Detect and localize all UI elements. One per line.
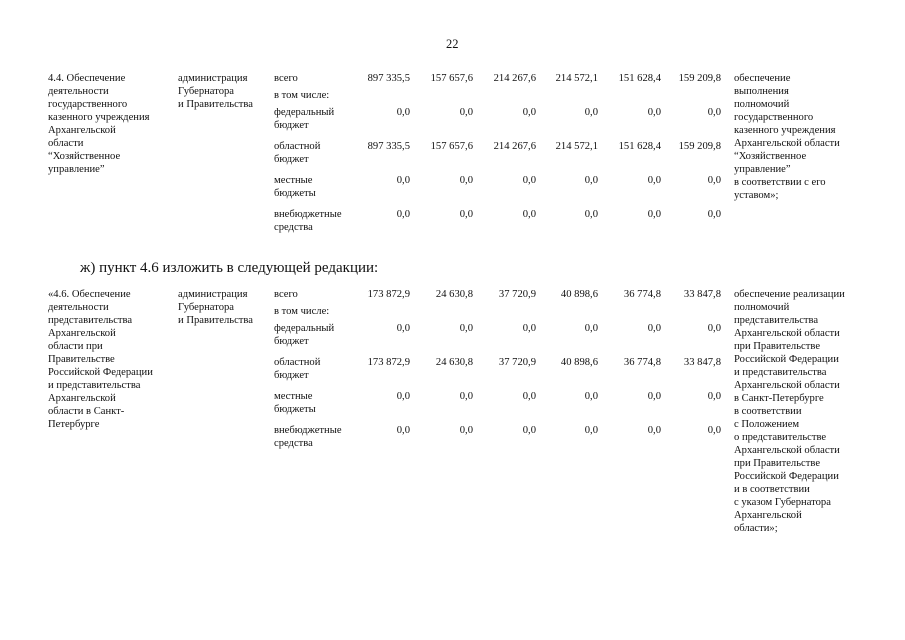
executor-line: Губернатора xyxy=(178,86,235,97)
expected-result-line: Российской Федерации xyxy=(734,354,839,365)
expected-result-line: управление” xyxy=(734,164,791,175)
funding-source-label: бюджеты xyxy=(274,188,316,199)
funding-value: 214 267,6 xyxy=(493,141,536,152)
funding-source-label: бюджеты xyxy=(274,404,316,415)
funding-value: 0,0 xyxy=(584,391,598,402)
funding-source-label: федеральный xyxy=(274,107,335,118)
funding-value: 0,0 xyxy=(647,209,661,220)
expected-result-line: полномочий xyxy=(734,99,790,110)
measure-title-line: области в Санкт- xyxy=(48,406,125,417)
funding-value: 0,0 xyxy=(647,107,661,118)
funding-value: 159 209,8 xyxy=(678,73,721,84)
measure-title-line: Российской Федерации xyxy=(48,367,153,378)
expected-result-line: при Правительстве xyxy=(734,341,821,352)
funding-value: 40 898,6 xyxy=(560,289,598,300)
funding-value: 0,0 xyxy=(647,391,661,402)
executor-line: администрация xyxy=(178,73,248,84)
funding-source-label: средства xyxy=(274,222,313,233)
expected-result-line: полномочий xyxy=(734,302,790,313)
expected-result-line: при Правительстве xyxy=(734,458,821,469)
funding-source-label: бюджет xyxy=(274,370,309,381)
funding-value: 0,0 xyxy=(584,425,598,436)
funding-source-label: в том числе: xyxy=(274,90,330,101)
expected-result-line: “Хозяйственное xyxy=(734,151,807,162)
funding-source-label: областной xyxy=(274,141,321,152)
expected-result-line: в соответствии с его xyxy=(734,177,826,188)
expected-result-line: Российской Федерации xyxy=(734,471,839,482)
funding-value: 0,0 xyxy=(584,323,598,334)
funding-value: 0,0 xyxy=(707,209,721,220)
expected-result-line: и в соответствии xyxy=(734,484,810,495)
expected-result-line: Архангельской области xyxy=(734,328,840,339)
expected-result-line: в Санкт-Петербурге xyxy=(734,393,824,404)
funding-value: 157 657,6 xyxy=(430,141,473,152)
funding-value: 214 572,1 xyxy=(555,73,598,84)
funding-value: 0,0 xyxy=(459,175,473,186)
expected-result-line: обеспечение xyxy=(734,73,791,84)
funding-source-label: всего xyxy=(274,289,298,300)
expected-result-line: Архангельской области xyxy=(734,138,840,149)
funding-value: 0,0 xyxy=(459,323,473,334)
measure-title-line: и представительства xyxy=(48,380,141,391)
funding-value: 173 872,9 xyxy=(367,289,410,300)
funding-value: 0,0 xyxy=(522,107,536,118)
expected-result-line: Архангельской области xyxy=(734,380,840,391)
funding-value: 159 209,8 xyxy=(678,141,721,152)
funding-value: 0,0 xyxy=(396,107,410,118)
measure-title-line: “Хозяйственное xyxy=(48,151,121,162)
measure-title-line: 4.4. Обеспечение xyxy=(48,73,126,84)
expected-result-line: уставом»; xyxy=(734,190,779,201)
funding-value: 0,0 xyxy=(459,209,473,220)
funding-value: 37 720,9 xyxy=(498,289,536,300)
funding-value: 0,0 xyxy=(396,425,410,436)
funding-source-label: всего xyxy=(274,73,298,84)
measure-title-line: деятельности xyxy=(48,86,109,97)
funding-value: 0,0 xyxy=(522,209,536,220)
expected-result-line: с Положением xyxy=(734,419,800,430)
funding-value: 214 267,6 xyxy=(493,73,536,84)
measure-title-line: Архангельской xyxy=(48,328,116,339)
funding-value: 0,0 xyxy=(396,175,410,186)
executor-line: и Правительства xyxy=(178,99,253,110)
funding-value: 897 335,5 xyxy=(367,73,410,84)
measure-title-line: Петербурге xyxy=(48,419,100,430)
funding-value: 0,0 xyxy=(396,323,410,334)
funding-value: 0,0 xyxy=(522,391,536,402)
measure-title-line: Правительстве xyxy=(48,354,115,365)
funding-value: 36 774,8 xyxy=(623,289,661,300)
funding-value: 897 335,5 xyxy=(367,141,410,152)
funding-value: 0,0 xyxy=(707,425,721,436)
expected-result-line: представительства xyxy=(734,315,819,326)
funding-value: 0,0 xyxy=(396,391,410,402)
funding-value: 40 898,6 xyxy=(560,357,598,368)
measure-title-line: управление” xyxy=(48,164,105,175)
page-number: 22 xyxy=(446,37,459,51)
funding-value: 214 572,1 xyxy=(555,141,598,152)
measure-title-line: «4.6. Обеспечение xyxy=(48,289,131,300)
funding-value: 0,0 xyxy=(396,209,410,220)
funding-source-label: областной xyxy=(274,357,321,368)
funding-value: 0,0 xyxy=(522,425,536,436)
funding-value: 0,0 xyxy=(459,107,473,118)
executor-line: администрация xyxy=(178,289,248,300)
funding-value: 0,0 xyxy=(707,391,721,402)
expected-result-line: казенного учреждения xyxy=(734,125,836,136)
funding-source-label: бюджет xyxy=(274,154,309,165)
funding-value: 0,0 xyxy=(647,175,661,186)
measure-title-line: области при xyxy=(48,341,103,352)
funding-value: 0,0 xyxy=(707,323,721,334)
funding-value: 33 847,8 xyxy=(683,289,721,300)
funding-value: 151 628,4 xyxy=(618,141,661,152)
expected-result-line: выполнения xyxy=(734,86,789,97)
expected-result-line: с указом Губернатора xyxy=(734,497,831,508)
funding-value: 36 774,8 xyxy=(623,357,661,368)
executor-line: Губернатора xyxy=(178,302,235,313)
measure-title-line: деятельности xyxy=(48,302,109,313)
expected-result-line: Архангельской xyxy=(734,510,802,521)
funding-source-label: бюджет xyxy=(274,336,309,347)
executor-line: и Правительства xyxy=(178,315,253,326)
expected-result-line: Архангельской области xyxy=(734,445,840,456)
expected-result-line: о представительстве xyxy=(734,432,827,443)
funding-value: 0,0 xyxy=(647,425,661,436)
funding-value: 157 657,6 xyxy=(430,73,473,84)
funding-source-label: внебюджетные xyxy=(274,425,342,436)
measure-title-line: представительства xyxy=(48,315,133,326)
expected-result-line: и представительства xyxy=(734,367,827,378)
funding-value: 0,0 xyxy=(522,175,536,186)
expected-result-line: обеспечение реализации xyxy=(734,289,845,300)
expected-result-line: государственного xyxy=(734,112,814,123)
funding-value: 24 630,8 xyxy=(435,289,473,300)
funding-source-label: в том числе: xyxy=(274,306,330,317)
funding-value: 151 628,4 xyxy=(618,73,661,84)
funding-source-label: местные xyxy=(274,175,313,186)
measure-title-line: области xyxy=(48,138,84,149)
funding-value: 0,0 xyxy=(459,425,473,436)
funding-value: 0,0 xyxy=(459,391,473,402)
measure-title-line: казенного учреждения xyxy=(48,112,150,123)
expected-result-line: области»; xyxy=(734,523,778,534)
measure-title-line: Архангельской xyxy=(48,125,116,136)
funding-value: 0,0 xyxy=(647,323,661,334)
funding-value: 0,0 xyxy=(584,175,598,186)
funding-value: 0,0 xyxy=(707,107,721,118)
measure-title-line: государственного xyxy=(48,99,128,110)
funding-source-label: внебюджетные xyxy=(274,209,342,220)
funding-source-label: средства xyxy=(274,438,313,449)
funding-source-label: местные xyxy=(274,391,313,402)
funding-value: 0,0 xyxy=(584,209,598,220)
funding-value: 0,0 xyxy=(522,323,536,334)
funding-value: 33 847,8 xyxy=(683,357,721,368)
measure-title-line: Архангельской xyxy=(48,393,116,404)
funding-source-label: федеральный xyxy=(274,323,335,334)
instruction-heading: ж) пункт 4.6 изложить в следующей редакции: xyxy=(80,260,379,276)
funding-source-label: бюджет xyxy=(274,120,309,131)
funding-value: 0,0 xyxy=(584,107,598,118)
funding-value: 24 630,8 xyxy=(435,357,473,368)
funding-value: 0,0 xyxy=(707,175,721,186)
funding-value: 173 872,9 xyxy=(367,357,410,368)
expected-result-line: в соответствии xyxy=(734,406,802,417)
funding-value: 37 720,9 xyxy=(498,357,536,368)
